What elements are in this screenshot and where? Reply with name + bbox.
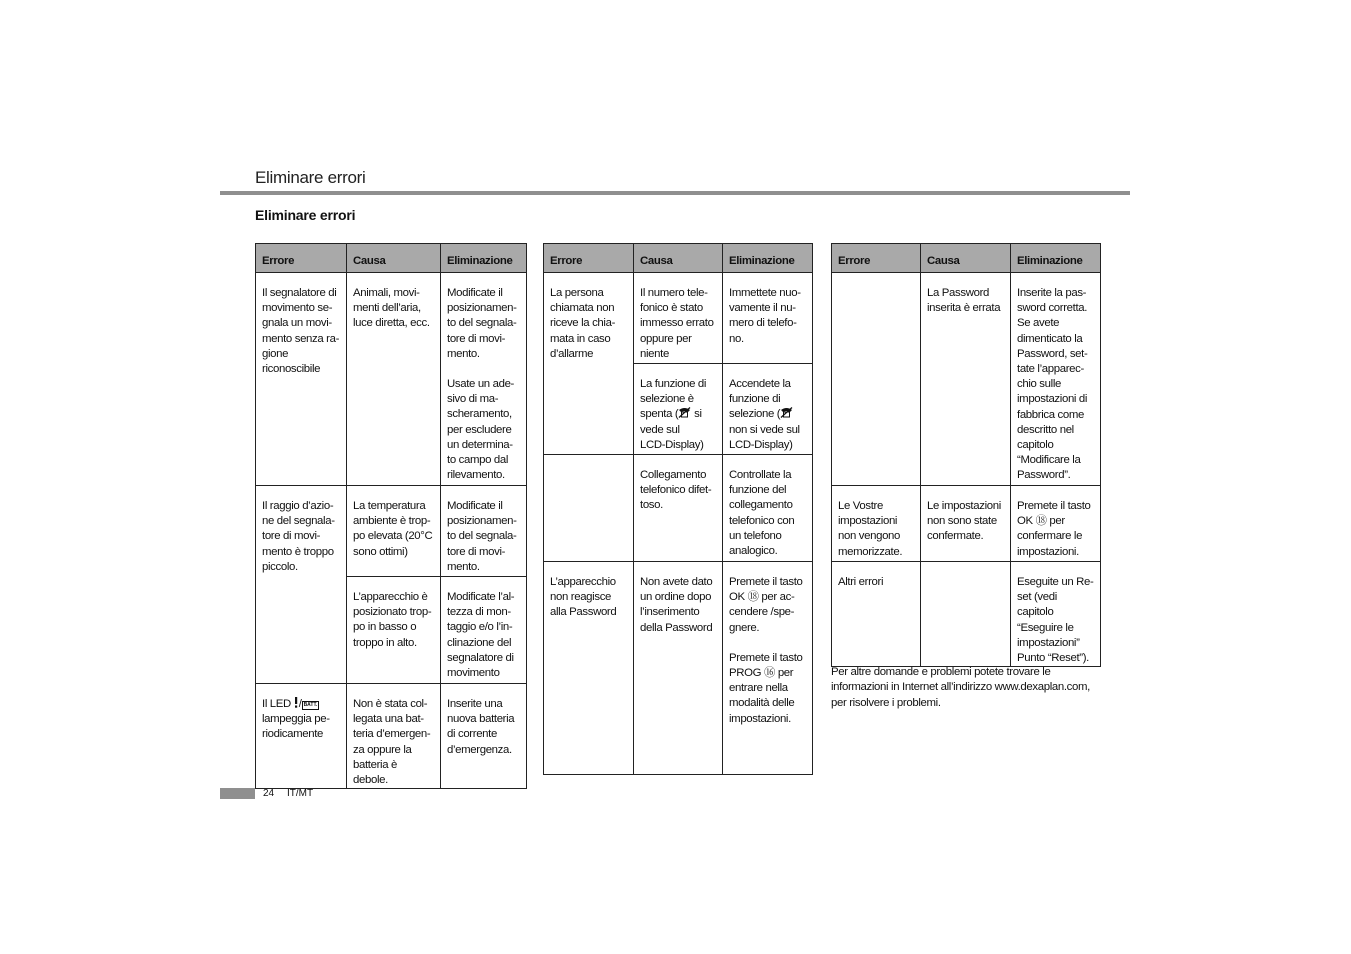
cell-eliminazione: Inserite la pas- sword corretta. Se avete dimenticato la Password, set- tate l’apparec- chio sulle impostazioni di fabbrica come descritto nel capitolo “Modificare la Password”. <box>1011 273 1101 486</box>
header-eliminazione: Eliminazione <box>723 244 813 273</box>
cell-errore: Il LED / BATT. lampeggia pe- riodicamente <box>256 684 347 789</box>
language-code: IT/MT <box>287 788 314 799</box>
cell-causa: Non è stata col- legata una bat- teria d’emergen- za oppure la batteria è debole. <box>347 684 441 789</box>
cell-causa: Le impostazioni non sono state confermate. <box>921 486 1011 562</box>
table-row <box>832 273 1101 486</box>
troubleshooting-table-2 <box>543 243 813 775</box>
cell-errore: L’apparecchio non reagisce alla Password <box>544 562 634 775</box>
cell-errore <box>544 455 634 562</box>
header-eliminazione: Eliminazione <box>1011 244 1101 273</box>
cell-causa: La Password inserita è errata <box>921 273 1011 486</box>
header-causa: Causa <box>634 244 723 273</box>
table-row <box>256 486 527 577</box>
table-row <box>544 273 813 364</box>
section-title: Eliminare errori <box>255 207 356 223</box>
footer-bar <box>220 788 255 799</box>
cell-eliminazione: Modificate l’al- tezza di mon- taggio e/o l’in- clinazione del segnalatore di movimento <box>441 577 527 684</box>
cell-errore: Il raggio d’azio- ne del segnala- tore di movi- mento è troppo piccolo. <box>256 486 347 684</box>
header-causa: Causa <box>347 244 441 273</box>
cell-eliminazione: Immettete nuo- vamente il nu- mero di telefo- no. <box>723 273 813 364</box>
emergency-indicator-icon <box>294 697 299 708</box>
page-number: 24 <box>263 788 275 799</box>
cell-errore: La persona chiamata non riceve la chia- mata in caso d’allarme <box>544 273 634 455</box>
header-errore: Errore <box>832 244 921 273</box>
cell-errore: Il segnalatore di movimento se- gnala un movi- mento senza ra- gione riconoscibile <box>256 273 347 486</box>
table-row <box>256 273 527 486</box>
cell-eliminazione: Eseguite un Re- set (vedi capitolo “Eseguire le impostazioni” Punto “Reset”). <box>1011 562 1101 667</box>
header-errore: Errore <box>256 244 347 273</box>
cell-eliminazione: Accendete la funzione di selezione ( non si vede sul LCD-Display) <box>723 364 813 455</box>
cell-eliminazione: Premete il tasto OK ⑱ per ac- cendere /spe- gnere. Premete il tasto PROG ⑯ per entrare nella modalità delle impostazioni. <box>723 562 813 775</box>
cell-causa: Animali, movi- menti dell’aria, luce diretta, ecc. <box>347 273 441 486</box>
header-eliminazione: Eliminazione <box>441 244 527 273</box>
header-causa: Causa <box>921 244 1011 273</box>
cell-causa: L’apparecchio è posizionato trop- po in basso o troppo in alto. <box>347 577 441 684</box>
table-header-row <box>832 244 1101 273</box>
table-header-row <box>544 244 813 273</box>
cell-eliminazione: Inserite una nuova batteria di corrente d’emergenza. <box>441 684 527 789</box>
cell-causa: La funzione di selezione è spenta ( si vede sul LCD-Display) <box>634 364 723 455</box>
cell-causa: Il numero tele- fonico è stato immesso errato oppure per niente <box>634 273 723 364</box>
cell-errore: Le Vostre impostazioni non vengono memorizzate. <box>832 486 921 562</box>
cell-eliminazione: Controllate la funzione del collegamento telefonico con un telefono analogico. <box>723 455 813 562</box>
cell-errore: Altri errori <box>832 562 921 667</box>
table-row <box>544 562 813 775</box>
cell-causa: La temperatura ambiente è trop- po elevata (20°C sono ottimi) <box>347 486 441 577</box>
page-header-title: Eliminare errori <box>255 168 366 187</box>
dial-off-icon <box>678 407 691 418</box>
info-note: Per altre domande e problemi potete trovare le informazioni in Internet all’indirizzo www.dexaplan.com, per risolvere i problemi. <box>831 666 1090 709</box>
table-header-row <box>256 244 527 273</box>
table-row <box>256 684 527 789</box>
troubleshooting-table-3 <box>831 243 1101 667</box>
table-row <box>544 455 813 562</box>
cell-errore <box>832 273 921 486</box>
troubleshooting-table-1 <box>255 243 527 789</box>
cell-eliminazione: Premete il tasto OK ⑱ per confermare le impostazioni. <box>1011 486 1101 562</box>
battery-icon: BATT. <box>303 702 318 708</box>
table-row <box>832 486 1101 562</box>
header-errore: Errore <box>544 244 634 273</box>
cell-causa <box>921 562 1011 667</box>
cell-eliminazione: Modificate il posizionamen- to del segnala- tore di movi- mento. <box>441 486 527 577</box>
cell-causa: Non avete dato un ordine dopo l’inserimento della Password <box>634 562 723 775</box>
cell-eliminazione: Modificate il posizionamen- to del segnala- tore di movi- mento. Usate un ade- sivo di ma- scheramento, per escludere un determina- to campo dal rilevamento. <box>441 273 527 486</box>
header-rule <box>220 191 1130 195</box>
cell-causa: Collegamento telefonico difet- toso. <box>634 455 723 562</box>
table-row <box>832 562 1101 667</box>
dial-off-icon <box>780 407 793 418</box>
